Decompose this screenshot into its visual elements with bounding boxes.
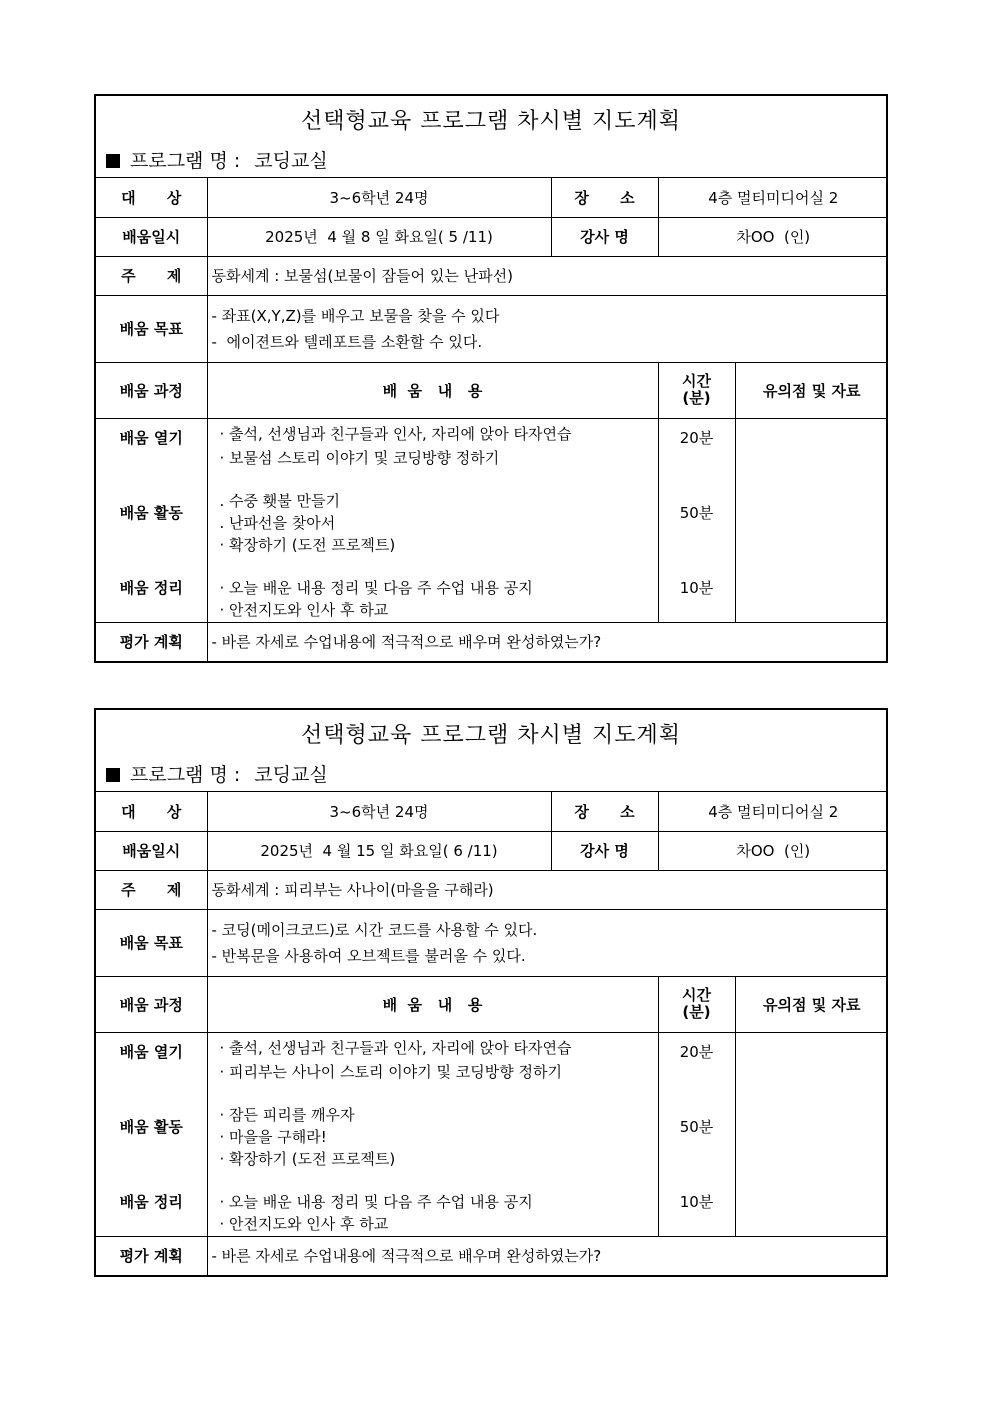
lesson-plan-2 (94, 708, 888, 1277)
place-label: 장 소 (551, 178, 658, 217)
time-value: 10분 (679, 578, 714, 597)
program-name-line (106, 760, 328, 787)
stage-activity: 배움 활동 (119, 1117, 183, 1136)
black-square-icon (106, 768, 120, 782)
teacher-label: 강사 명 (551, 217, 658, 256)
time-value: 20분 (679, 1042, 714, 1061)
content-line: · 보물섬 스토리 이야기 및 코딩방향 정하기 (219, 448, 500, 467)
time-value: 20분 (679, 428, 714, 447)
place-value: 4층 멀티미디어실 2 (658, 178, 888, 217)
lesson-plan-1 (94, 94, 888, 663)
time-value: 50분 (679, 503, 714, 522)
goal-item: - 반복문을 사용하여 오브젝트를 불러올 수 있다. (211, 946, 526, 965)
topic-value: 동화세계 : 피리부는 사나이(마을을 구해라) (207, 870, 888, 909)
goal-item: - 좌표(X,Y,Z)를 배우고 보물을 찾을 수 있다 (211, 306, 500, 325)
topic-value: 동화세계 : 보물섬(보물이 잠들어 있는 난파선) (207, 256, 888, 295)
goal-label: 배움 목표 (96, 295, 207, 362)
content-label: 배 움 내 용 (207, 362, 658, 418)
stage-column (96, 418, 207, 622)
goal-item: - 에이젼트와 텔레포트를 소환할 수 있다. (211, 332, 483, 351)
content-line: . 난파선을 찾아서 (219, 513, 336, 532)
content-line: · 마을을 구해라! (219, 1127, 327, 1146)
target-value: 3~6학년 24명 (207, 178, 551, 217)
teacher-label: 강사 명 (551, 831, 658, 870)
stage-activity: 배움 활동 (119, 503, 183, 522)
teacher-value: 차OO (인) (658, 831, 888, 870)
plan-title: 선택형교육 프로그램 차시별 지도계획 (300, 723, 681, 748)
content-line: · 안전지도와 인사 후 하교 (219, 600, 389, 619)
content-label: 배 움 내 용 (207, 976, 658, 1032)
stage-column (96, 1032, 207, 1236)
content-column (207, 418, 658, 622)
time-column (658, 1032, 735, 1236)
teacher-value: 차OO (인) (658, 217, 888, 256)
content-line: · 확장하기 (도전 프로젝트) (219, 1149, 396, 1168)
notes-label: 유의점 및 자료 (735, 362, 888, 418)
content-column (207, 1032, 658, 1236)
plan-table (96, 792, 888, 1275)
content-line: · 출석, 선생님과 친구들과 인사, 자리에 앉아 타자연습 (219, 1038, 572, 1057)
topic-label: 주 제 (96, 870, 207, 909)
process-label: 배움 과정 (96, 362, 207, 418)
plan-header (96, 96, 886, 178)
notes-label: 유의점 및 자료 (735, 976, 888, 1032)
time-value: 50분 (679, 1117, 714, 1136)
place-value: 4층 멀티미디어실 2 (658, 792, 888, 831)
place-label: 장 소 (551, 792, 658, 831)
date-label: 배움일시 (96, 831, 207, 870)
time-value: 10분 (679, 1192, 714, 1211)
notes-column (735, 1032, 888, 1236)
stage-open: 배움 열기 (119, 1042, 183, 1061)
process-label: 배움 과정 (96, 976, 207, 1032)
plan-table (96, 178, 888, 661)
program-name: 코딩교실 (254, 150, 328, 172)
content-line: · 피리부는 사나이 스토리 이야기 및 코딩방향 정하기 (219, 1062, 562, 1081)
program-name-line (106, 146, 328, 173)
goal-label: 배움 목표 (96, 909, 207, 976)
time-label: 시간 (분) (658, 976, 735, 1032)
black-square-icon (106, 154, 120, 168)
topic-label: 주 제 (96, 256, 207, 295)
content-line: · 오늘 배운 내용 정리 및 다음 주 수업 내용 공지 (219, 578, 533, 597)
eval-label: 평가 계획 (96, 1236, 207, 1275)
eval-label: 평가 계획 (96, 622, 207, 661)
eval-value: - 바른 자세로 수업내용에 적극적으로 배우며 완성하였는가? (207, 1236, 888, 1275)
stage-wrapup: 배움 정리 (119, 578, 183, 597)
date-value: 2025년 4 월 8 일 화요일( 5 /11) (207, 217, 551, 256)
content-line: · 잠든 피리를 깨우자 (219, 1105, 355, 1124)
time-column (658, 418, 735, 622)
content-line: · 안전지도와 인사 후 하교 (219, 1214, 389, 1233)
target-label: 대 상 (96, 178, 207, 217)
goal-list (207, 295, 888, 362)
plan-header (96, 710, 886, 792)
notes-column (735, 418, 888, 622)
goal-item: - 코딩(메이크코드)로 시간 코드를 사용할 수 있다. (211, 920, 538, 939)
target-value: 3~6학년 24명 (207, 792, 551, 831)
stage-wrapup: 배움 정리 (119, 1192, 183, 1211)
content-line: · 오늘 배운 내용 정리 및 다음 주 수업 내용 공지 (219, 1192, 533, 1211)
target-label: 대 상 (96, 792, 207, 831)
program-label: 프로그램 명 : (130, 764, 241, 786)
goal-list (207, 909, 888, 976)
content-line: · 출석, 선생님과 친구들과 인사, 자리에 앉아 타자연습 (219, 424, 572, 443)
plan-title: 선택형교육 프로그램 차시별 지도계획 (300, 109, 681, 134)
time-label: 시간 (분) (658, 362, 735, 418)
eval-value: - 바른 자세로 수업내용에 적극적으로 배우며 완성하였는가? (207, 622, 888, 661)
date-label: 배움일시 (96, 217, 207, 256)
stage-open: 배움 열기 (119, 428, 183, 447)
program-name: 코딩교실 (254, 764, 328, 786)
program-label: 프로그램 명 : (130, 150, 241, 172)
content-line: · 확장하기 (도전 프로젝트) (219, 535, 396, 554)
date-value: 2025년 4 월 15 일 화요일( 6 /11) (207, 831, 551, 870)
content-line: . 수중 횃불 만들기 (219, 491, 341, 510)
